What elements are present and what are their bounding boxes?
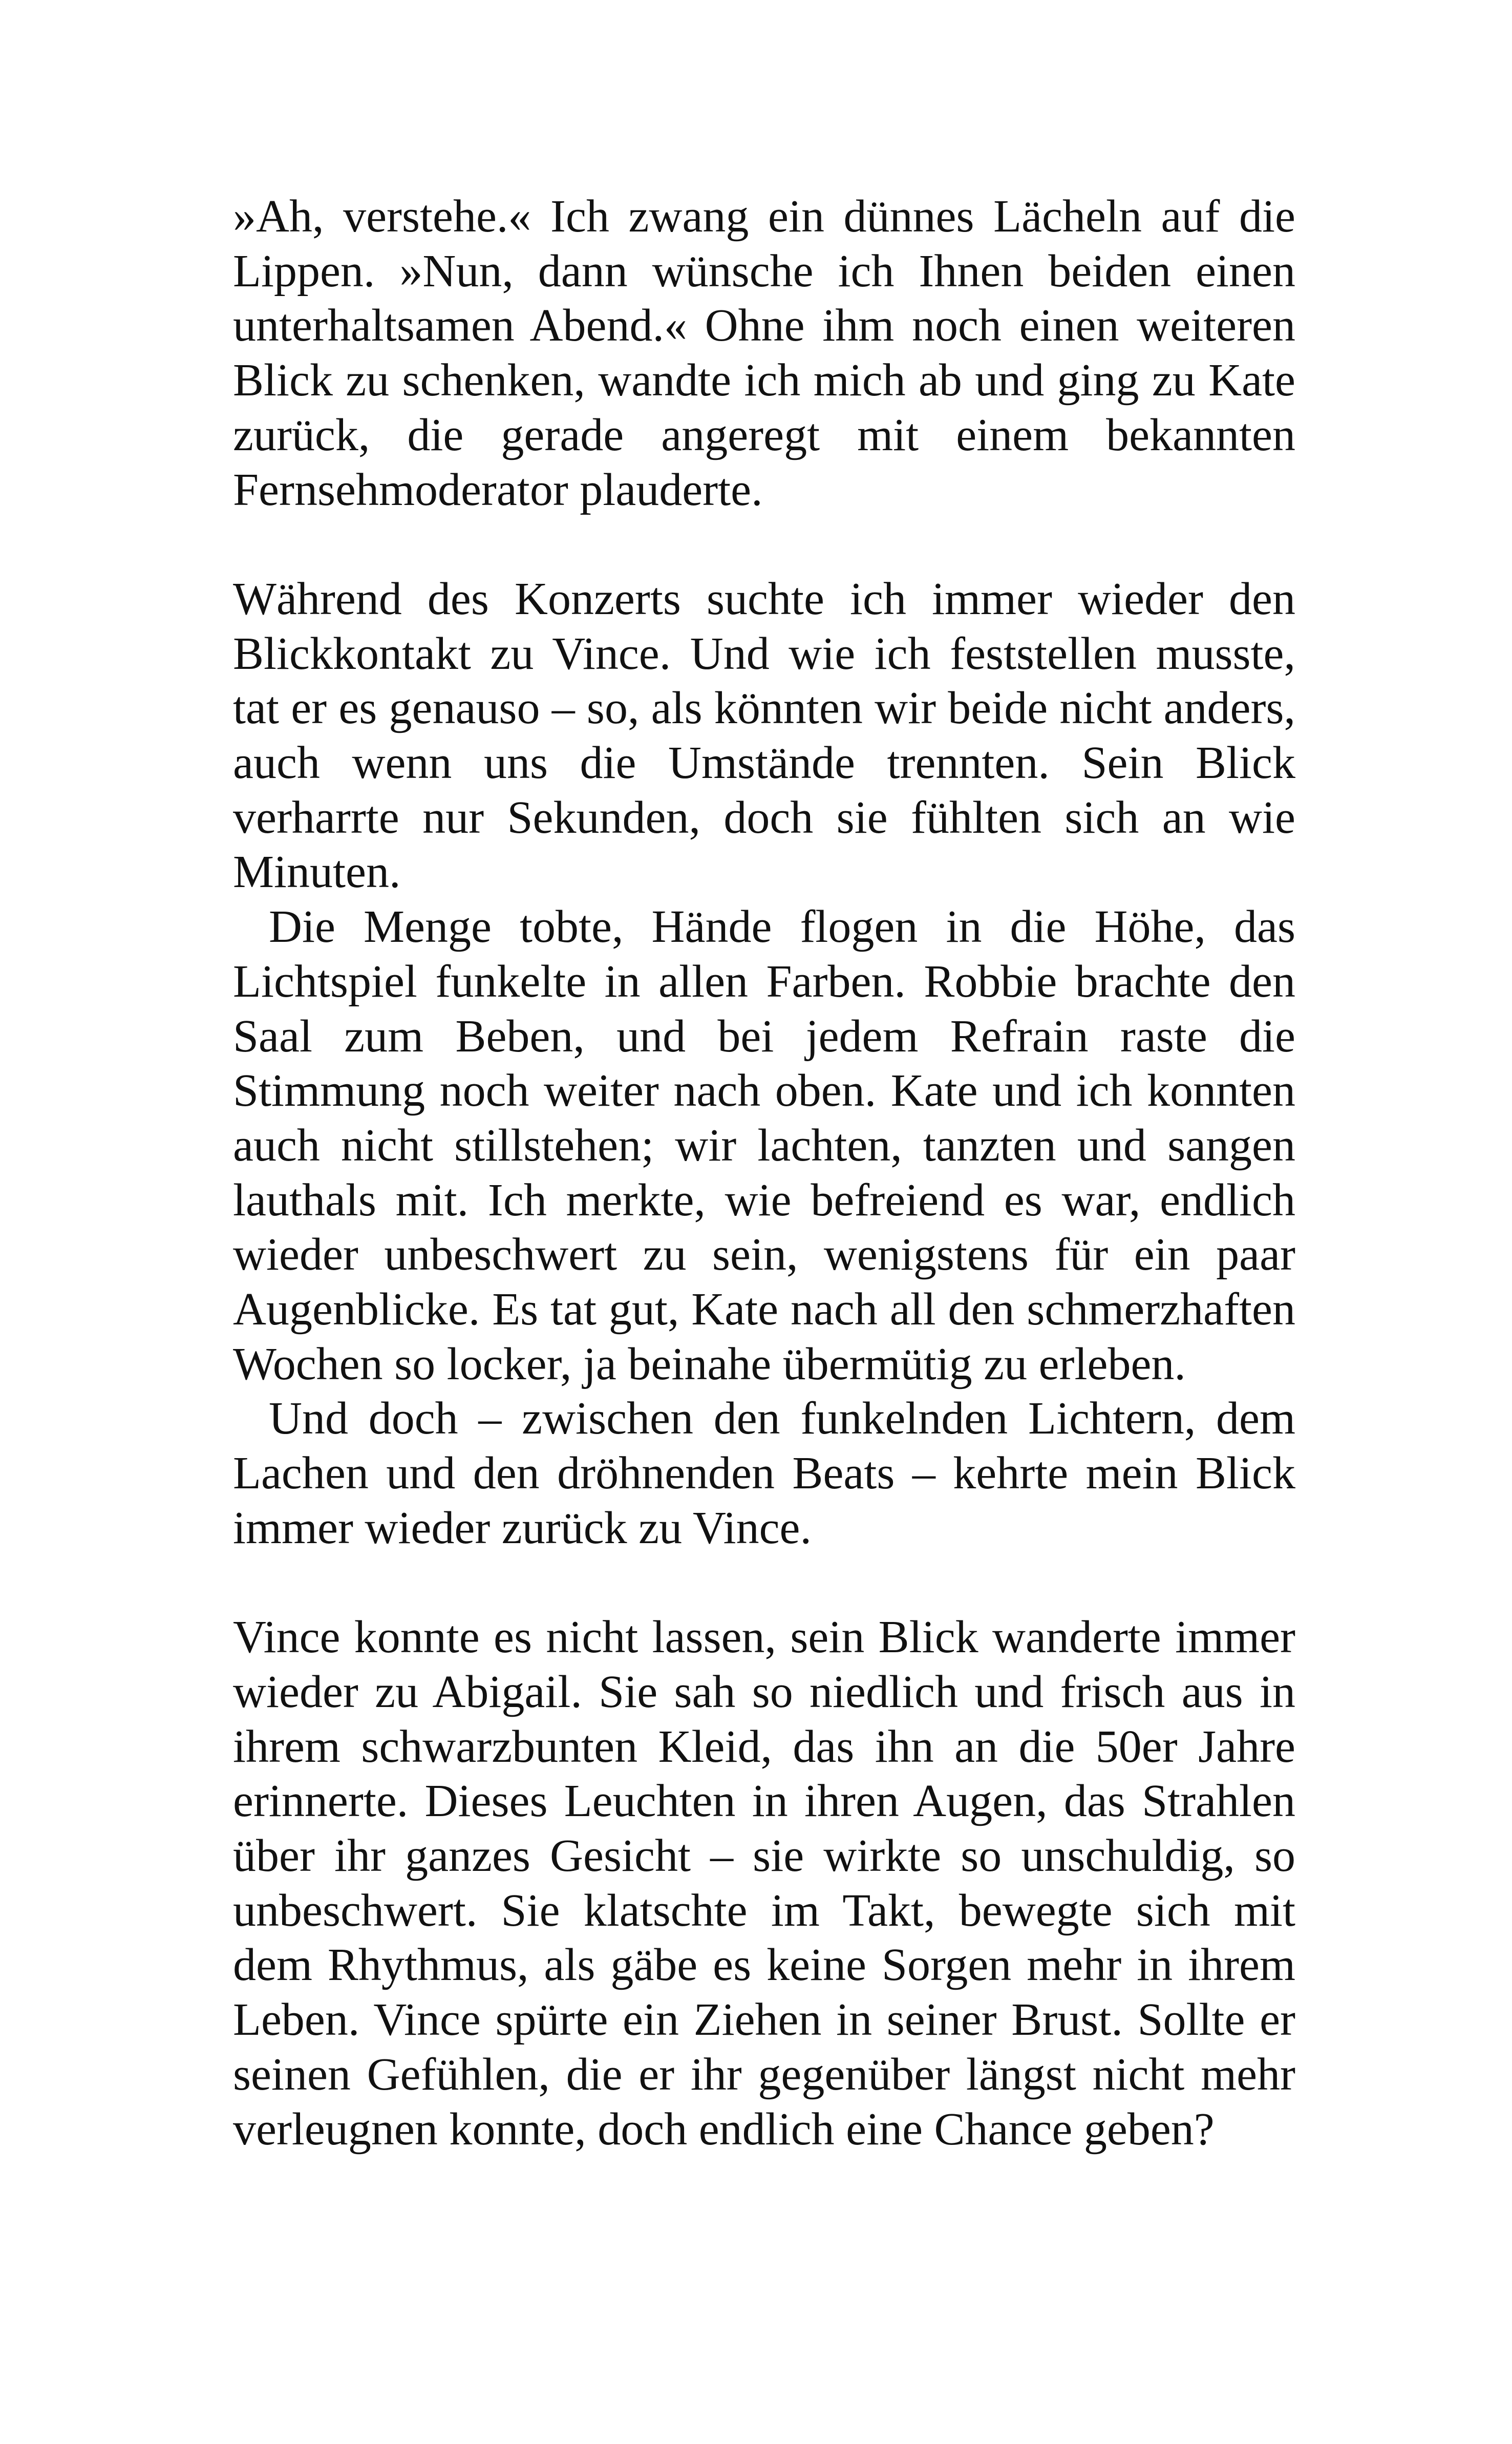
section-break bbox=[233, 1556, 1295, 1611]
paragraph-5: Vince konnte es nicht lassen, sein Blick wanderte immer wieder zu Abigail. Sie sah so niedlich und frisch aus in ihrem schwarzbunten Kleid, das ihn an die 50er Jahre erinnerte. Dieses Leuchten in ihren Augen, das Strahlen über ihr ganzes Gesicht – sie wirkte so unschuldig, so unbeschwert. Sie klatschte im Takt, bewegte sich mit dem Rhythmus, als gäbe es keine Sorgen mehr in ihrem Leben. Vince spürte ein Ziehen in seiner Brust. Sollte er seinen Gefühlen, die er ihr gegenüber längst nicht mehr verleugnen konnte, doch endlich eine Chance geben? bbox=[233, 1612, 1295, 2155]
paragraph-1: »Ah, verstehe.« Ich zwang ein dünnes Lächeln auf die Lippen. »Nun, dann wünsche ich Ihnen beiden einen unterhaltsamen Abend.« Ohne ihm noch einen weiteren Blick zu schenken, wandte ich mich ab und ging zu Kate zurück, die gerade angeregt mit einem bekannten Fernsehmoderator plauderte. bbox=[233, 191, 1295, 515]
book-page bbox=[233, 189, 1295, 2157]
section-break bbox=[233, 517, 1295, 572]
paragraph-4: Und doch – zwischen den funkelnden Lichtern, dem Lachen und den dröhnenden Beats – kehrte mein Blick immer wieder zurück zu Vince. bbox=[233, 1393, 1295, 1553]
paragraph-3: Die Menge tobte, Hände flogen in die Höhe, das Lichtspiel funkelte in allen Farben. Robbie brachte den Saal zum Beben, und bei jedem Refrain raste die Stimmung noch weiter nach oben. Kate und ich konnten auch nicht stillstehen; wir lachten, tanzten und sangen lauthals mit. Ich merkte, wie befreiend es war, endlich wieder unbeschwert zu sein, wenigstens für ein paar Augenblicke. Es tat gut, Kate nach all den schmerzhaften Wochen so locker, ja beinahe übermütig zu erleben. bbox=[233, 901, 1295, 1389]
paragraph-2: Während des Konzerts suchte ich immer wieder den Blickkontakt zu Vince. Und wie ich feststellen musste, tat er es genauso – so, als könnten wir beide nicht anders, auch wenn uns die Umstände trennten. Sein Blick verharrte nur Sekunden, doch sie fühlten sich an wie Minuten. bbox=[233, 573, 1295, 898]
